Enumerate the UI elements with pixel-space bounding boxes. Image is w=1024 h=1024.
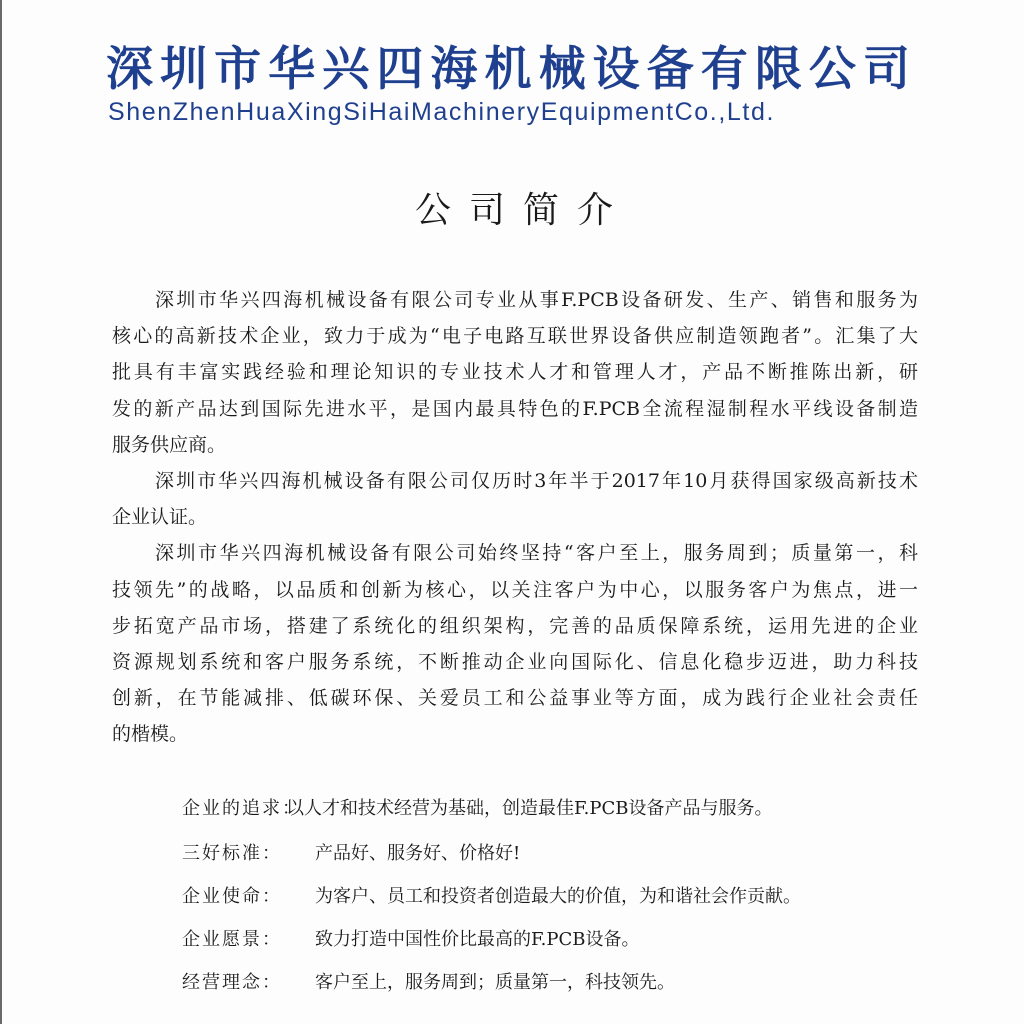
- value-text: 致力打造中国性价比最高的F.PCB设备。: [315, 929, 640, 950]
- text-line: 资源规划系统和客户服务系统，不断推动企业向国际化、信息化稳步迈进，助力科技: [112, 650, 918, 673]
- text-line: 深圳市华兴四海机械设备有限公司专业从事F.PCB设备研发、生产、销售和服务为: [155, 289, 918, 311]
- value-text: 产品好、服务好、价格好!: [315, 843, 521, 864]
- paragraph: [112, 535, 918, 752]
- text-line: 企业认证。: [112, 506, 208, 529]
- introduction-body: [112, 282, 918, 752]
- text-line: 服务供应商。: [112, 433, 227, 456]
- text-line: 创新，在节能减排、低碳环保、关爱员工和公益事业等方面，成为践行企业社会责任: [112, 687, 918, 710]
- value-label: 三好标准：: [182, 843, 282, 864]
- value-text: 客户至上，服务周到；质量第一，科技领先。: [315, 972, 675, 993]
- text-line: 步拓宽产品市场，搭建了系统化的组织架构，完善的品质保障系统，运用先进的企业: [112, 614, 918, 637]
- value-text: 以人才和技术经营为基础，创造最佳F.PCB设备产品与服务。: [286, 798, 773, 819]
- value-label: 企业使命：: [182, 886, 282, 907]
- text-line: 的楷模。: [112, 723, 189, 746]
- paragraph: [112, 463, 918, 535]
- text-line: 核心的高新技术企业，致力于成为“电子电路互联世界设备供应制造领跑者”。汇集了大: [112, 325, 918, 348]
- company-name-en: ShenZhenHuaXingSiHaiMachineryEquipmentCo.,Ltd.: [108, 98, 775, 126]
- document-title: 公司简介: [414, 190, 631, 231]
- value-text: 为客户、员工和投资者创造最大的价值，为和谐社会作贡献。: [315, 886, 801, 907]
- text-line: 批具有丰富实践经验和理论知识的专业技术人才和管理人才，产品不断推陈出新，研: [112, 361, 918, 384]
- company-name-cn: 深圳市华兴四海机械设备有限公司: [106, 42, 914, 97]
- text-line: 发的新产品达到国际先进水平，是国内最具特色的F.PCB全流程湿制程水平线设备制造: [112, 397, 918, 420]
- text-line: 深圳市华兴四海机械设备有限公司始终坚持“客户至上，服务周到；质量第一，科: [155, 542, 918, 565]
- text-line: 技领先”的战略，以品质和创新为核心，以关注客户为中心，以服务客户为焦点，进一: [112, 578, 918, 601]
- value-label: 经营理念：: [182, 972, 282, 993]
- value-label: 企业的追求：: [182, 798, 302, 819]
- value-label: 企业愿景：: [182, 929, 282, 950]
- text-line: 深圳市华兴四海机械设备有限公司仅历时3年半于2017年10月获得国家级高新技术: [155, 469, 918, 492]
- paragraph: [112, 282, 918, 463]
